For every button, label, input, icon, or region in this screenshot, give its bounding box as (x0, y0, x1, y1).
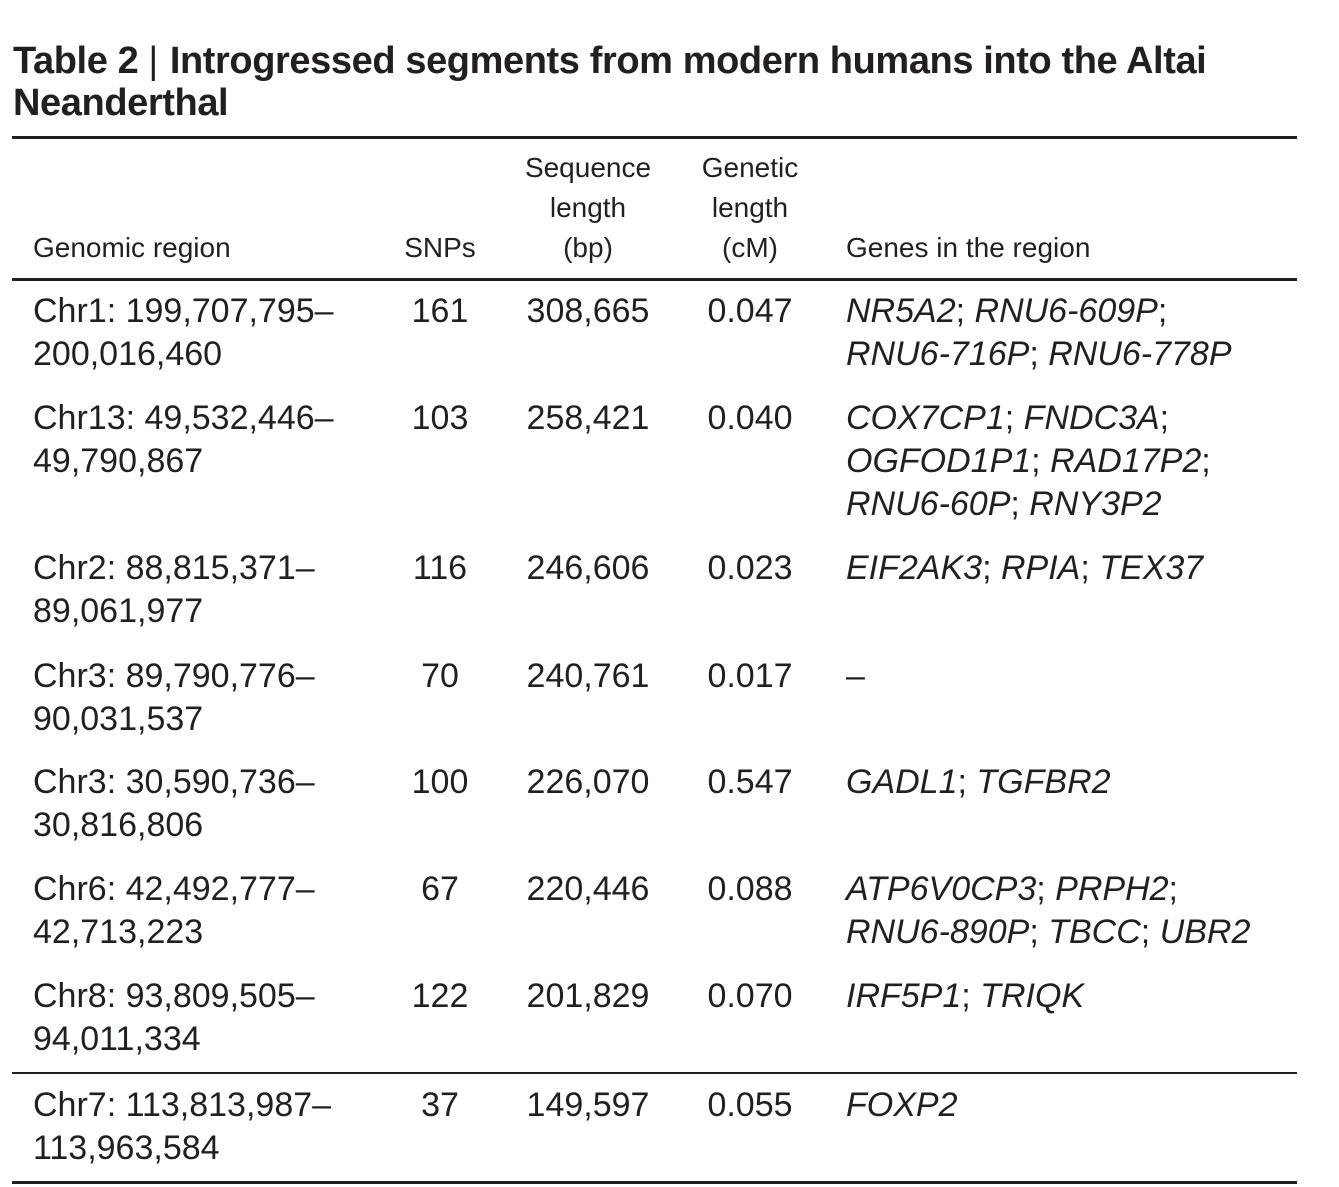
region-line: 89,061,977 (33, 592, 204, 630)
cell-sequence-length: 201,829 (526, 977, 650, 1015)
region-line: Chr13: 49,532,446– (33, 399, 334, 437)
cell-genes (846, 397, 1306, 526)
cell-snps: 116 (412, 549, 468, 587)
cell-genes (846, 761, 1306, 804)
genes-line: RNU6-716P; RNU6-778P (846, 335, 1232, 373)
gene-name: NR5A2 (846, 292, 956, 330)
cell-snps: 103 (411, 399, 469, 437)
cell-genetic-length: 0.023 (707, 549, 793, 587)
cell-sequence-length: 220,446 (526, 870, 650, 908)
cell-sequence-length: 258,421 (526, 399, 650, 437)
cell-genes (846, 1084, 1306, 1127)
gene-name: RNU6-609P (974, 292, 1158, 330)
region-line: Chr1: 199,707,795– (33, 292, 334, 330)
cell-genetic-length: 0.070 (707, 977, 793, 1015)
cell-genes (846, 868, 1306, 954)
header-genetic-length (690, 148, 810, 268)
gene-name: ATP6V0CP3 (846, 870, 1037, 908)
gene-name: RNU6-60P (846, 485, 1011, 523)
genes-line: COX7CP1; FNDC3A; (846, 399, 1170, 437)
cell-snps: 122 (411, 977, 469, 1015)
header-sequence-length (508, 148, 668, 268)
table-label: Table 2 (13, 40, 139, 82)
cell-snps: 161 (411, 292, 469, 330)
cell-genomic-region (33, 655, 403, 741)
gene-name: TEX37 (1099, 549, 1204, 587)
gene-name: TRIQK (980, 977, 1085, 1015)
region-line: 94,011,334 (33, 1020, 201, 1058)
cell-sequence-length: 246,606 (526, 549, 650, 587)
region-line: Chr7: 113,813,987– (33, 1086, 332, 1124)
gene-name: IRF5P1 (846, 977, 962, 1015)
gene-name: RNU6-890P (846, 913, 1030, 951)
cell-genomic-region (33, 1084, 403, 1170)
top-rule (12, 136, 1297, 139)
genes-line: RNU6-890P; TBCC; UBR2 (846, 913, 1251, 951)
header-line: (bp) (563, 232, 613, 263)
cell-genes (846, 975, 1306, 1018)
cell-genomic-region (33, 290, 403, 376)
gene-name: OGFOD1P1 (846, 442, 1032, 480)
cell-genetic-length: 0.547 (707, 763, 793, 801)
table-caption: Introgressed segments from modern humans into the Altai Neanderthal (13, 40, 1207, 124)
region-line: Chr8: 93,809,505– (33, 977, 315, 1015)
cell-genetic-length: 0.088 (707, 870, 793, 908)
cell-genes (846, 290, 1306, 376)
gene-name: RNU6-716P (846, 335, 1030, 373)
header-rule (12, 278, 1297, 281)
cell-genetic-length: 0.055 (707, 1086, 793, 1124)
header-line: Genetic (701, 152, 799, 183)
cell-genes: – (846, 657, 865, 695)
cell-snps: 67 (421, 870, 459, 908)
region-line: 200,016,460 (33, 335, 223, 373)
gene-name: EIF2AK3 (846, 549, 983, 587)
header-genes: Genes in the region (846, 232, 1091, 263)
genes-line: NR5A2; RNU6-609P; (846, 292, 1168, 330)
region-line: Chr3: 89,790,776– (33, 657, 315, 695)
gene-name: GADL1 (846, 763, 958, 801)
cell-genomic-region (33, 761, 403, 847)
gene-name: RAD17P2 (1050, 442, 1202, 480)
gene-name: FNDC3A (1023, 399, 1160, 437)
region-line: Chr6: 42,492,777– (33, 870, 315, 908)
cell-sequence-length: 240,761 (526, 657, 650, 695)
cell-genomic-region (33, 868, 403, 954)
cell-snps: 37 (421, 1086, 459, 1124)
title-separator: | (148, 40, 158, 82)
region-line: Chr2: 88,815,371– (33, 549, 315, 587)
gene-name: FOXP2 (846, 1086, 958, 1124)
gene-name: RPIA (1000, 549, 1081, 587)
cell-genomic-region (33, 547, 403, 633)
gene-name: RNY3P2 (1029, 485, 1162, 523)
genes-line: IRF5P1; TRIQK (846, 977, 1085, 1015)
separator-rule (12, 1072, 1297, 1074)
cell-sequence-length: 308,665 (526, 292, 650, 330)
region-line: 113,963,584 (33, 1129, 220, 1167)
bottom-rule (12, 1181, 1297, 1184)
genes-line: ATP6V0CP3; PRPH2; (846, 870, 1178, 908)
cell-snps: 70 (421, 657, 459, 695)
genes-line: GADL1; TGFBR2 (846, 763, 1111, 801)
header-line: length (549, 192, 627, 223)
cell-genomic-region (33, 975, 403, 1061)
header-genomic-region: Genomic region (33, 232, 231, 263)
table-title (13, 40, 1323, 124)
genes-line: RNU6-60P; RNY3P2 (846, 485, 1162, 523)
region-line: 90,031,537 (33, 700, 204, 738)
header-line: length (711, 192, 789, 223)
cell-genetic-length: 0.047 (707, 292, 793, 330)
genes-line: EIF2AK3; RPIA; TEX37 (846, 549, 1204, 587)
gene-name: RNU6-778P (1048, 335, 1232, 373)
genes-line (846, 1084, 1306, 1127)
gene-name: UBR2 (1159, 913, 1251, 951)
cell-genes (846, 547, 1306, 590)
region-line: 49,790,867 (33, 442, 204, 480)
gene-name: COX7CP1 (846, 399, 1005, 437)
region-line: Chr3: 30,590,736– (33, 763, 315, 801)
header-line: Sequence (524, 152, 652, 183)
gene-name: PRPH2 (1055, 870, 1169, 908)
header-snps: SNPs (404, 232, 476, 263)
gene-name: TBCC (1048, 913, 1141, 951)
cell-sequence-length: 149,597 (526, 1086, 650, 1124)
genes-line: OGFOD1P1; RAD17P2; (846, 442, 1211, 480)
region-line: 30,816,806 (33, 806, 204, 844)
cell-genetic-length: 0.040 (707, 399, 793, 437)
cell-genetic-length: 0.017 (707, 657, 793, 695)
cell-genomic-region (33, 397, 403, 483)
cell-sequence-length: 226,070 (526, 763, 650, 801)
cell-snps: 100 (411, 763, 469, 801)
gene-name: TGFBR2 (976, 763, 1111, 801)
region-line: 42,713,223 (33, 913, 204, 951)
header-line: (cM) (722, 232, 778, 263)
